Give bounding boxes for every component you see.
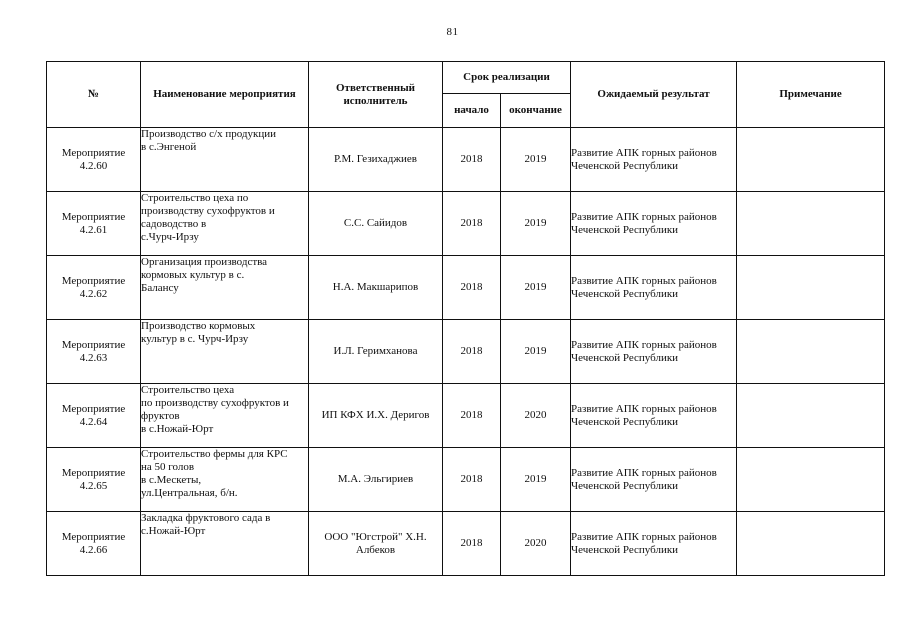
end-year: 2019 <box>501 320 571 384</box>
header-period: Срок реализации <box>443 62 571 94</box>
table-row <box>47 384 885 448</box>
expected-result: Развитие АПК горных районов Чеченской Республики <box>571 192 737 256</box>
row-number: Мероприятие 4.2.62 <box>47 256 141 320</box>
table-row <box>47 320 885 384</box>
responsible-person: С.С. Сайидов <box>309 192 443 256</box>
measure-name: Строительство цеха по производству сухофруктов и садоводство в с.Чурч-Ирзу <box>141 192 309 256</box>
responsible-person: И.Л. Геримханова <box>309 320 443 384</box>
expected-result: Развитие АПК горных районов Чеченской Республики <box>571 128 737 192</box>
table-row <box>47 128 885 192</box>
responsible-person: Н.А. Макшарипов <box>309 256 443 320</box>
table-row <box>47 448 885 512</box>
start-year: 2018 <box>443 256 501 320</box>
measure-name: Строительство цеха по производству сухофруктов и фруктов в с.Ножай-Юрт <box>141 384 309 448</box>
note-cell <box>737 192 885 256</box>
header-start: начало <box>443 94 501 128</box>
end-year: 2020 <box>501 384 571 448</box>
expected-result: Развитие АПК горных районов Чеченской Республики <box>571 320 737 384</box>
note-cell <box>737 384 885 448</box>
table-row <box>47 192 885 256</box>
row-number: Мероприятие 4.2.65 <box>47 448 141 512</box>
end-year: 2019 <box>501 256 571 320</box>
start-year: 2018 <box>443 448 501 512</box>
measure-name: Производство кормовых культур в с. Чурч-Ирзу <box>141 320 309 384</box>
note-cell <box>737 448 885 512</box>
measure-name: Закладка фруктового сада в с.Ножай-Юрт <box>141 512 309 576</box>
row-number: Мероприятие 4.2.60 <box>47 128 141 192</box>
header-note: Примечание <box>737 62 885 128</box>
responsible-person: ООО "Югстрой" Х.Н. Албеков <box>309 512 443 576</box>
note-cell <box>737 320 885 384</box>
expected-result: Развитие АПК горных районов Чеченской Республики <box>571 256 737 320</box>
row-number: Мероприятие 4.2.64 <box>47 384 141 448</box>
responsible-person: Р.М. Гезихаджиев <box>309 128 443 192</box>
row-number: Мероприятие 4.2.63 <box>47 320 141 384</box>
note-cell <box>737 256 885 320</box>
start-year: 2018 <box>443 384 501 448</box>
start-year: 2018 <box>443 192 501 256</box>
header-result: Ожидаемый результат <box>571 62 737 128</box>
expected-result: Развитие АПК горных районов Чеченской Республики <box>571 448 737 512</box>
row-number: Мероприятие 4.2.61 <box>47 192 141 256</box>
end-year: 2020 <box>501 512 571 576</box>
measure-name: Строительство фермы для КРС на 50 голов в с.Мескеты, ул.Центральная, б/н. <box>141 448 309 512</box>
page-number: 81 <box>446 26 459 38</box>
note-cell <box>737 512 885 576</box>
start-year: 2018 <box>443 512 501 576</box>
table-row <box>47 512 885 576</box>
header-end: окончание <box>501 94 571 128</box>
measures-table <box>46 61 885 576</box>
note-cell <box>737 128 885 192</box>
expected-result: Развитие АПК горных районов Чеченской Республики <box>571 512 737 576</box>
end-year: 2019 <box>501 128 571 192</box>
row-number: Мероприятие 4.2.66 <box>47 512 141 576</box>
start-year: 2018 <box>443 320 501 384</box>
responsible-person: М.А. Эльгириев <box>309 448 443 512</box>
end-year: 2019 <box>501 192 571 256</box>
responsible-person: ИП КФХ И.Х. Деригов <box>309 384 443 448</box>
table-row <box>47 256 885 320</box>
header-num: № <box>47 62 141 128</box>
start-year: 2018 <box>443 128 501 192</box>
end-year: 2019 <box>501 448 571 512</box>
measure-name: Производство с/х продукции в с.Энгеной <box>141 128 309 192</box>
measure-name: Организация производства кормовых культур в с. Балансу <box>141 256 309 320</box>
expected-result: Развитие АПК горных районов Чеченской Республики <box>571 384 737 448</box>
header-responsible: Ответственный исполнитель <box>309 62 443 128</box>
header-name: Наименование мероприятия <box>141 62 309 128</box>
